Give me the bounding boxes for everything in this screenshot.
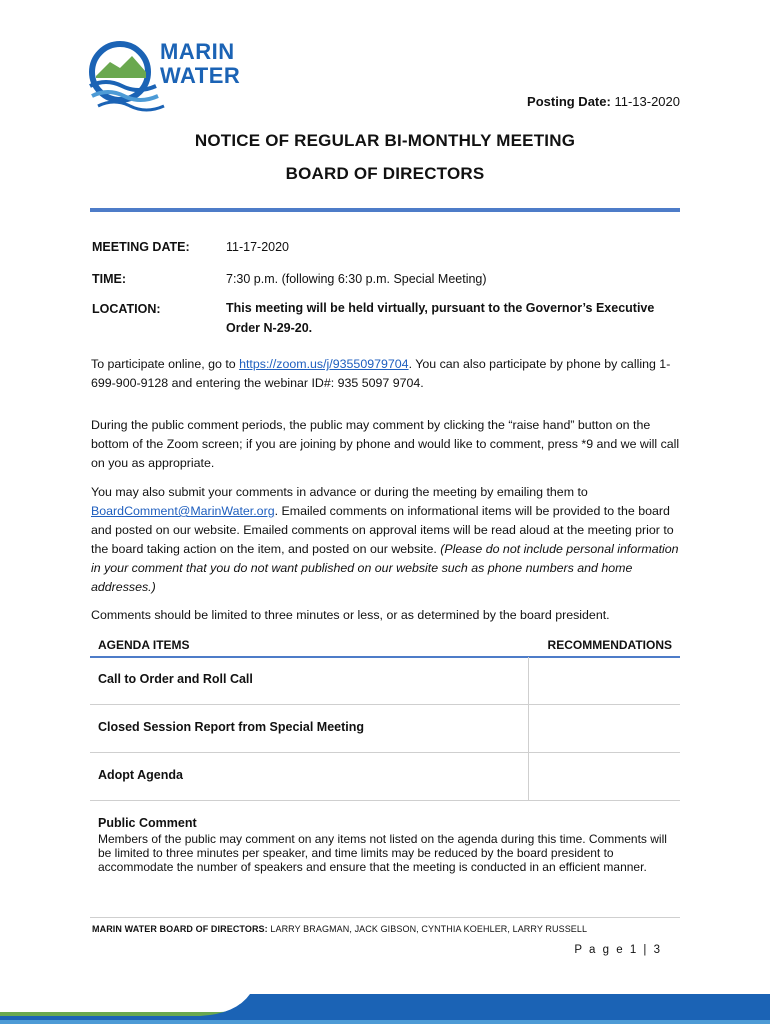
footer-names: LARRY BRAGMAN, JACK GIBSON, CYNTHIA KOEHLER, LARRY RUSSELL [270, 924, 588, 934]
page-number: P a g e 1 | 3 [574, 944, 662, 956]
email-comments-paragraph [91, 483, 683, 597]
posting-date-label: Posting Date: [527, 94, 611, 109]
board-title: BOARD OF DIRECTORS [285, 164, 485, 183]
board-comment-email-link[interactable]: BoardComment@MarinWater.org [91, 504, 275, 518]
recommendations-header: RECOMMENDATIONS [547, 638, 672, 652]
row-divider [90, 800, 680, 801]
table-column-divider [528, 657, 529, 801]
posting-date [527, 94, 680, 109]
notice-title: NOTICE OF REGULAR BI-MONTHLY MEETING [194, 131, 576, 150]
raise-hand-paragraph: During the public comment periods, the public may comment by clicking the “raise hand” button on the bottom of the Zoom screen; if you are joining by phone and would like to comment, press *9 and we will call on you as appropriate. [91, 418, 680, 470]
row-divider [90, 752, 680, 753]
meeting-date-label: MEETING DATE: [92, 240, 190, 254]
footer-divider [90, 917, 680, 918]
agenda-item: Adopt Agenda [98, 768, 183, 782]
meeting-date-value: 11-17-2020 [226, 240, 290, 254]
row-divider [90, 704, 680, 705]
agenda-item: Call to Order and Roll Call [98, 672, 253, 686]
public-comment-title: Public Comment [98, 816, 197, 830]
bottom-wave-band [0, 984, 770, 1024]
public-comment-body: Members of the public may comment on any items not listed on the agenda during this time. Comments will be limited to three minutes per speaker, and time limits may be reduced by the board president to accommodate the number of speakers and ensure that the meeting is conducted in an efficient manner. [98, 832, 667, 874]
agenda-items-header: AGENDA ITEMS [98, 638, 190, 652]
logo-wordmark [160, 40, 240, 88]
email-text-b: . Emailed comments on informational items will be provided to the board and posted on our website. Emailed comments on approval items will be read aloud at the meeting prior to the board taking action on the item, and posted on our website. [91, 504, 674, 556]
email-text-a: You may also submit your comments in advance or during the meeting by emailing them to [91, 485, 588, 499]
location-label: LOCATION: [92, 302, 161, 316]
participate-paragraph [91, 355, 683, 393]
zoom-link[interactable]: https://zoom.us/j/93550979704 [239, 357, 409, 371]
privacy-note: (Please do not include personal information in your comment that you do not want published on our website such as phone numbers and home addresses.) [91, 542, 679, 594]
agenda-item: Closed Session Report from Special Meeting [98, 720, 365, 734]
footer-label: MARIN WATER BOARD OF DIRECTORS: [92, 924, 268, 934]
participate-text-b: . You can also participate by phone by calling 1-699-900-9128 and entering the webinar ID#: 935 5097 9704. [91, 357, 671, 390]
participate-text-a: To participate online, go to [91, 357, 240, 371]
footer-board-list [92, 924, 587, 934]
title-divider [90, 208, 680, 212]
time-value: 7:30 p.m. (following 6:30 p.m. Special Meeting) [226, 272, 487, 286]
logo-line1: MARIN [160, 39, 235, 64]
posting-date-value: 11-13-2020 [614, 94, 680, 109]
logo-line2: WATER [160, 63, 241, 88]
time-limit-paragraph: Comments should be limited to three minutes or less, or as determined by the board president. [91, 608, 610, 622]
time-label: TIME: [92, 272, 127, 286]
table-header-rule [90, 656, 680, 658]
location-value: This meeting will be held virtually, pursuant to the Governor’s Executive Order N-29-20. [226, 301, 655, 335]
